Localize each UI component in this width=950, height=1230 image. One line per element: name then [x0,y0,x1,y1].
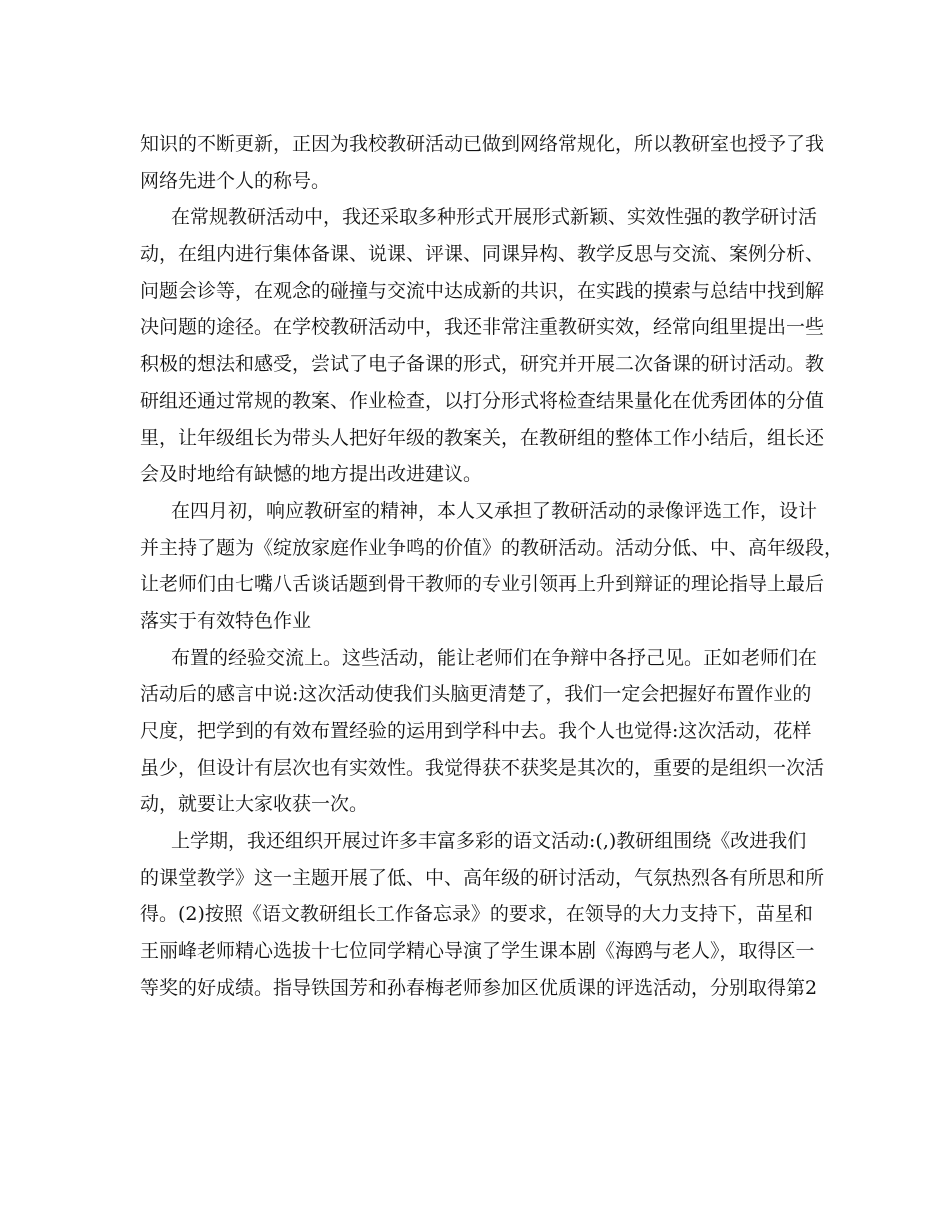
text-line: 里，让年级组长为带头人把好年级的教案关，在教研组的整体工作小结后，组长还 [140,426,825,449]
text-line: 知识的不断更新，正因为我校教研活动已做到网络常规化，所以教研室也授予了我 [140,133,825,155]
text-line: 的课堂教学》这一主题开展了低、中、高年级的研讨活动，气氛热烈各有所思和所 [140,866,825,889]
paragraph-start-line: 布置的经验交流上。这些活动，能让老师们在争辩中各抒己见。正如老师们在 [171,646,818,669]
text-line: 动，就要让大家收获一次。 [140,793,369,816]
document-body [140,126,844,1007]
text-line: 并主持了题为《绽放家庭作业争鸣的价值》的教研活动。活动分低、中、高年级段， [140,536,844,559]
text-line: 会及时地给有缺憾的地方提出改进建议。 [140,463,483,486]
text-line: 让老师们由七嘴八舌谈话题到骨干教师的专业引领再上升到辩证的理论指导上最后 [140,573,825,596]
text-line: 等奖的好成绩。指导铁国芳和孙春梅老师参加区优质课的评选活动，分别取得第2 [140,976,818,999]
text-line: 研组还通过常规的教案、作业检查，以打分形式将检查结果量化在优秀团体的分值 [140,389,825,412]
text-line: 尺度，把学到的有效布置经验的运用到学科中去。我个人也觉得:这次活动，花样 [140,720,812,742]
text-line: 动，在组内进行集体备课、说课、评课、同课异构、教学反思与交流、案例分析、 [140,243,825,266]
text-line: 问题会诊等，在观念的碰撞与交流中达成新的共识，在实践的摸索与总结中找到解 [140,279,825,302]
paragraph-start-line: 在常规教研活动中，我还采取多种形式开展形式新颖、实效性强的教学研讨活 [171,206,818,229]
text-line: 得。(2)按照《语文教研组长工作备忘录》的要求，在领导的大力支持下，苗星和 [140,903,813,926]
text-line: 决问题的途径。在学校教研活动中，我还非常注重教研实效，经常向组里提出一些 [140,316,825,339]
text-line: 网络先进个人的称号。 [140,169,331,192]
text-line: 虽少，但设计有层次也有实效性。我觉得获不获奖是其次的，重要的是组织一次活 [140,756,825,779]
text-line: 活动后的感言中说:这次活动使我们头脑更清楚了，我们一定会把握好布置作业的 [140,683,812,706]
text-line: 王丽峰老师精心选拔十七位同学精心导演了学生课本剧《海鸥与老人》，取得区一 [140,940,815,963]
paragraph-start-line: 在四月初，响应教研室的精神，本人又承担了教研活动的录像评选工作，设计 [171,499,818,522]
text-line: 积极的想法和感受，尝试了电子备课的形式，研究并开展二次备课的研讨活动。教 [140,353,825,376]
text-line: 落实于有效特色作业 [140,609,312,632]
paragraph-start-line: 上学期，我还组织开展过许多丰富多彩的语文活动:(,)教研组围绕《改进我们 [171,830,807,853]
